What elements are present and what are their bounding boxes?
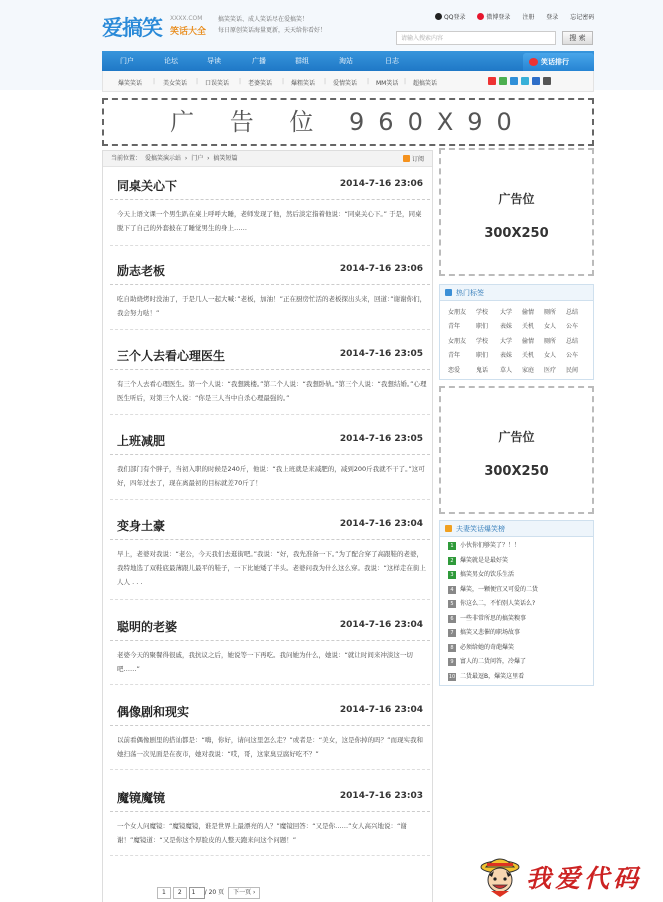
divider [110, 725, 430, 726]
ad-size: 300X250 [484, 226, 549, 241]
search-button[interactable]: 搜 索 [562, 31, 593, 45]
tag-link[interactable]: 偷情 [522, 337, 535, 345]
divider [110, 329, 430, 330]
slogan-line2: 每日原创笑话海量更新，天天给你看好！ [218, 27, 327, 34]
tag-link[interactable]: 表妹 [500, 323, 513, 331]
nav-item-shops[interactable]: 淘站 [339, 57, 353, 65]
tag-link[interactable]: 厕所 [544, 309, 557, 316]
divider [110, 245, 430, 246]
article-title[interactable]: 励志老板 [117, 264, 166, 278]
ranking-title: 夫妻笑话爆笑榜 [456, 525, 505, 533]
divider [110, 499, 430, 500]
article-date: 2014-7-16 23:06 [339, 264, 423, 274]
tag-link[interactable]: 关机 [522, 352, 535, 360]
slogan [218, 14, 348, 36]
article-title[interactable]: 魔镜魔镜 [117, 791, 166, 805]
tag-link[interactable]: 表妹 [500, 352, 513, 360]
sidebar-ad-middle[interactable] [439, 386, 594, 514]
tag-link[interactable]: 学校 [476, 337, 489, 345]
breadcrumb-prefix: 当前位置： [111, 155, 142, 162]
divider [110, 769, 430, 770]
tag-link[interactable]: 青年 [448, 352, 461, 360]
subnav-divider: | [404, 78, 407, 85]
subnav-item[interactable]: 老婆笑话 [248, 80, 273, 87]
tag-link[interactable]: 恋爱 [448, 366, 461, 374]
joke-ranking-box [439, 520, 594, 686]
tag-link[interactable]: 鬼话 [476, 366, 489, 374]
article-title[interactable]: 上班减肥 [117, 434, 166, 448]
ad-label: 广告位 [498, 192, 535, 206]
article-date: 2014-7-16 23:04 [339, 620, 423, 630]
tag-link[interactable]: 医疗 [544, 366, 557, 374]
ranking-item-label: 一些非常所思的搞笑糗事 [460, 614, 527, 622]
register-link[interactable]: 注册 [522, 14, 535, 21]
ranking-item[interactable] [448, 657, 526, 667]
article-date: 2014-7-16 23:03 [339, 791, 423, 801]
page-2-button[interactable]: 2 [173, 887, 187, 899]
ranking-item[interactable] [448, 643, 514, 653]
article-body: 有三个人去看心理医生。第一个人说：“我想跳楼。”第二个人说：“我想卧轨。”第三个人说：“我想结婚。”心理医生听后，对第三个人说：“你是三人当中自杀心理最强的。” [117, 380, 427, 402]
search-input[interactable]: 请输入搜索内容 [396, 31, 556, 45]
ranking-icon [529, 58, 538, 66]
ranking-header [440, 521, 593, 537]
article-date: 2014-7-16 23:04 [339, 705, 423, 715]
breadcrumb-current[interactable]: 搞笑短篇 [213, 155, 238, 162]
hot-tags-title: 热门标签 [456, 289, 484, 297]
ranking-item[interactable] [448, 570, 514, 580]
nav-item-groups[interactable]: 群组 [295, 57, 309, 65]
share-icon-weibo[interactable] [488, 77, 496, 85]
ranking-item-label: 爆笑就是是最好笑 [460, 556, 509, 564]
article-body: 早上，老婆对我说：“老公，今天我们去逛街吧。”我说：“好，我先准备一下。”为了配合穿了高跟鞋的老婆，我特地选了双鞋底最薄跟儿最平的鞋子，一下比她矮了半头。老婆问我为什么这么穿。我说：“这样走在街上人人 . . . [117, 550, 426, 586]
share-icon-more[interactable] [543, 77, 551, 85]
watermark-text: 我爱代码 [526, 864, 643, 893]
divider [110, 684, 430, 685]
sidebar-ad-top[interactable] [439, 148, 594, 276]
chart-icon [445, 525, 452, 532]
breadcrumb [103, 151, 432, 167]
article-body: 吃自助烧烤时没油了，于是几人一起大喊：”老板，加油！”正在厨房忙活的老板探出头来，回道：”谢谢你们，我会努力哒！” [117, 295, 427, 317]
divider [110, 811, 430, 812]
rank-number: 10 [448, 673, 456, 680]
ranking-item[interactable] [448, 614, 526, 624]
tag-link[interactable]: 女朋友 [448, 337, 467, 345]
ranking-item-label: 爆笑，一颗便宜又可爱的二货 [460, 585, 539, 593]
login-link[interactable]: 登录 [546, 14, 559, 21]
subnav-divider: | [367, 78, 370, 85]
article-date: 2014-7-16 23:04 [339, 519, 423, 529]
subnav-item[interactable]: 爱情笑话 [333, 80, 358, 87]
article-body: 以前看偶像剧里的搭讪都是：“嗨，你好，请问这里怎么走？”或者是：“美女，这是你掉的吗？”而现实我和她扫荡一次见面是在夜市，她对我说：“哎，哥，这家臭豆腐好吃不？” [117, 736, 423, 758]
subnav-item[interactable]: 超搞笑话 [413, 80, 438, 87]
article-body: 一个女人问魔镜：“魔镜魔镜，谁是世界上最漂亮的人？”魔镜回答：“又是你……”女人高兴地说：“谢谢！”魔镜道：“又是你这个厚脸皮的人整天跑来问这个问题！” [117, 822, 407, 844]
divider [110, 599, 430, 600]
tag-link[interactable]: 公车 [566, 352, 579, 360]
share-icon-tencent[interactable] [521, 77, 529, 85]
tag-link[interactable]: 大学 [500, 337, 513, 345]
tag-icon [445, 289, 452, 296]
rank-number: 8 [448, 644, 456, 652]
rank-number: 9 [448, 658, 456, 666]
tag-cloud [440, 301, 593, 389]
rss-label: 订阅 [411, 156, 424, 163]
sub-nav [102, 71, 594, 92]
nav-item-guide[interactable]: 导读 [207, 57, 221, 65]
tag-link[interactable]: 民间 [566, 366, 579, 374]
logo-text: 爱搞笑 [102, 16, 162, 40]
ranking-item-label: 搞笑又悲催的职场故事 [460, 629, 521, 636]
ranking-label: 笑话排行 [541, 58, 569, 66]
ranking-item-label: 富人的二货问答，冷爆了 [460, 658, 527, 665]
ranking-item[interactable] [448, 628, 520, 638]
rank-number: 6 [448, 615, 456, 623]
article-body: 今天上语文课一个男生趴在桌上呼呼大睡，老师发现了他，然后淡定指着他说：“同桌关心下。” 于是，同桌脱下了自己的外套披在了睡觉男生的身上…… [117, 210, 422, 232]
rank-number: 5 [448, 600, 456, 608]
rank-number: 4 [448, 586, 456, 594]
subnav-divider: | [196, 78, 199, 85]
qq-login-label: QQ登录 [444, 14, 466, 21]
ad-label: 广告位 [498, 430, 535, 444]
article-title[interactable]: 变身土豪 [117, 519, 166, 533]
subnav-item[interactable]: 口误笑话 [205, 80, 230, 87]
article-body: 老婆今天的聚餐得很戚，我抗议之后，她说等一下再吃。我问她为什么，她说：“就让时间来冲淡这一切吧……” [117, 651, 413, 673]
article-title[interactable]: 偶像剧和现实 [117, 705, 190, 719]
rank-number: 3 [448, 571, 456, 579]
share-icon-douban[interactable] [499, 77, 507, 85]
article-date: 2014-7-16 23:05 [339, 349, 423, 359]
slogan-line1: 搞笑笑话、成人笑话尽在爱搞笑！ [218, 16, 309, 23]
breadcrumb-separator: › [207, 155, 210, 162]
nav-item-forum[interactable]: 论坛 [164, 57, 178, 65]
rank-number: 7 [448, 629, 456, 637]
share-icon-qzone[interactable] [510, 77, 518, 85]
logo-subtitle: 笑话大全 [170, 27, 207, 37]
nav-item-blog[interactable]: 日志 [385, 57, 399, 65]
tag-link[interactable]: 女朋友 [448, 309, 467, 316]
article-title[interactable]: 同桌关心下 [117, 179, 178, 193]
cartoon-pirate-icon [480, 853, 520, 897]
ranking-item-label: 搞笑男女的饮乐生活 [460, 571, 515, 578]
ranking-item-label: 你这么二，不怕别人笑话么? [460, 600, 536, 607]
forgot-password-link[interactable]: 忘记密码 [570, 14, 595, 21]
tag-link[interactable]: 偷情 [522, 309, 535, 316]
main-nav [102, 51, 594, 71]
tag-link[interactable]: 总结 [566, 337, 579, 345]
divider [110, 539, 430, 540]
tag-link[interactable]: 青年 [448, 323, 461, 331]
ranking-item[interactable] [448, 585, 538, 595]
article-date: 2014-7-16 23:06 [339, 179, 423, 189]
tag-link[interactable]: 总结 [566, 309, 579, 316]
article-list-panel [102, 150, 433, 902]
joke-ranking-tab[interactable] [523, 53, 594, 71]
tag-link[interactable]: 大学 [500, 309, 513, 316]
subnav-divider: | [153, 78, 156, 85]
breadcrumb-home[interactable]: 爱搞笑演示站 [144, 155, 181, 162]
ranking-item-label: 小伙你们够笑了？！！ [460, 542, 521, 549]
rank-number: 1 [448, 542, 456, 550]
tag-link[interactable]: 女人 [544, 323, 557, 331]
article-title[interactable]: 三个人去看心理医生 [117, 349, 226, 363]
nav-item-portal[interactable]: 门户 [120, 57, 134, 65]
tag-link[interactable]: 关机 [522, 323, 535, 331]
nav-item-broadcast[interactable]: 广播 [252, 57, 266, 65]
weibo-icon [477, 13, 484, 20]
divider [110, 199, 430, 200]
breadcrumb-section[interactable]: 门户 [191, 155, 204, 162]
rank-number: 2 [448, 557, 456, 565]
subnav-divider: | [324, 78, 327, 85]
subnav-item[interactable]: MM笑话 [376, 80, 399, 87]
tag-link[interactable]: 职们 [476, 352, 489, 360]
ad-size: 300X250 [484, 464, 549, 479]
divider [110, 640, 430, 641]
ranking-item[interactable] [448, 599, 535, 609]
rss-subscribe[interactable] [403, 155, 424, 164]
breadcrumb-separator: › [184, 155, 188, 162]
divider [110, 454, 430, 455]
subnav-item[interactable]: 爆笑笑话 [118, 80, 143, 87]
tag-link[interactable]: 公车 [566, 323, 579, 331]
tag-link[interactable]: 厕所 [544, 337, 557, 345]
tag-link[interactable]: 学校 [476, 309, 489, 316]
article-title[interactable]: 聪明的老婆 [117, 620, 178, 634]
subnav-item[interactable]: 美女笑话 [163, 80, 188, 87]
ranking-item[interactable] [448, 541, 520, 551]
top-links [435, 12, 604, 21]
logo-url: XXXX.COM [170, 15, 203, 22]
page-jump-input[interactable]: 1 [189, 887, 205, 899]
share-icon-renren[interactable] [532, 77, 540, 85]
divider [110, 855, 430, 856]
subnav-item[interactable]: 爆粗笑话 [291, 80, 316, 87]
tag-link[interactable]: 职们 [476, 323, 489, 331]
page-1-button[interactable]: 1 [157, 887, 171, 899]
qq-login-link[interactable] [435, 14, 465, 21]
ranking-item-label: 必须给她的奇葩爆笑 [460, 643, 515, 651]
site-logo[interactable] [102, 12, 212, 40]
divider [110, 284, 430, 285]
hot-tags-box [439, 284, 594, 380]
ranking-item-label: 二货最逗B，爆笑这里看 [460, 672, 525, 680]
divider [110, 414, 430, 415]
ranking-item[interactable] [448, 556, 508, 566]
weibo-login-label: 微博登录 [486, 14, 511, 21]
subnav-divider: | [282, 78, 285, 85]
tag-link[interactable]: 家庭 [522, 366, 535, 374]
qq-icon [435, 13, 442, 20]
hot-tags-header [440, 285, 593, 301]
banner-ad[interactable]: 广 告 位 960X90 [102, 98, 594, 146]
pagination [157, 887, 262, 899]
article-date: 2014-7-16 23:05 [339, 434, 423, 444]
rss-icon [403, 155, 410, 162]
next-page-button[interactable]: 下一页 › [228, 887, 260, 899]
divider [110, 369, 430, 370]
article-body: 我们部门有个胖子，当初入职的时候是240斤，他说：“我上班就是来减肥的，减到200斤我就不干了。”这可好，四年过去了，现在离最初的目标就差70斤了！ [117, 465, 425, 487]
subnav-divider: | [239, 78, 242, 85]
tag-link[interactable]: 草人 [500, 366, 513, 374]
watermark [480, 853, 660, 899]
weibo-login-link[interactable] [477, 14, 510, 21]
total-pages: / 20 页 [204, 889, 225, 896]
ranking-item[interactable] [448, 672, 524, 682]
tag-link[interactable]: 女人 [544, 352, 557, 360]
